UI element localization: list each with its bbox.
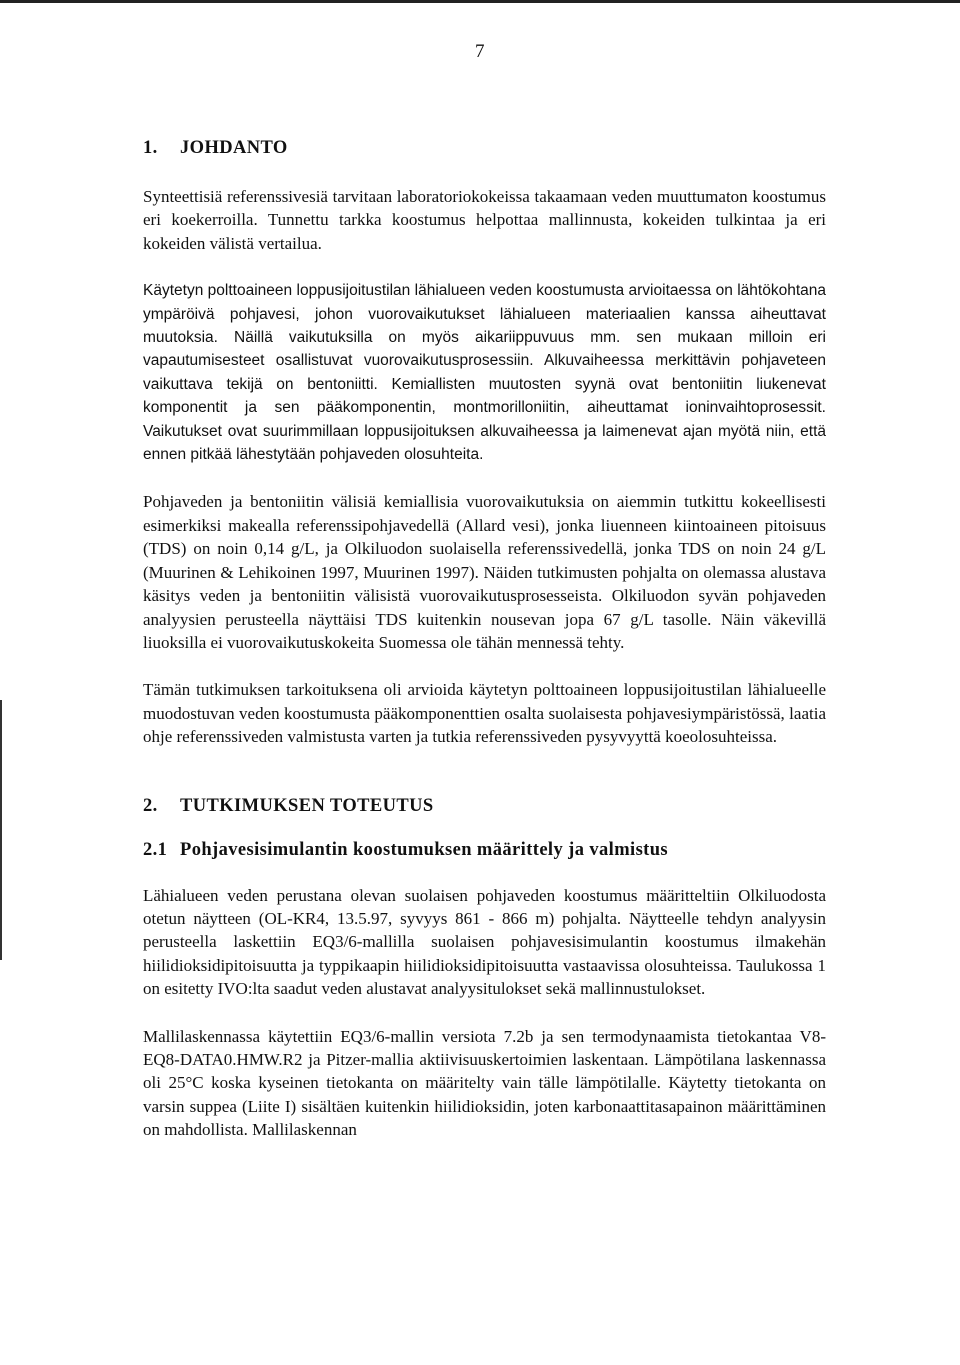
paragraph-near-field: Käytetyn polttoaineen loppusijoitustilan lähialueen veden koostumusta arvioitaessa on lähtökohtana ympäröivä pohjavesi, johon vuorovaikutukset lähialueen materiaalien kanssa aiheuttavat muutoksia. Näillä vaikutuksilla on myös aikariippuvuus mm. sen mukaan milloin eri vapautumisesteet osallistuvat vuorovaikutusprosessiin. Alkuvaiheessa merkittävin pohjaveteen vaikuttava tekijä on bentoniitti. Kemiallisten muutosten syynä ovat bentoniitin liukenevat komponentit ja sen pääkomponentin, montmorilloniitin, aiheuttamat ioninvaihtoprosessit. Vaikutukset ovat suurimmillaan loppusijoituksen alkuvaiheessa ja laimenevat ajan myötä niin, että ennen pitkää lähestytään pohjaveden olosuhteita. xyxy=(143,282,826,464)
section-title: JOHDANTO xyxy=(180,138,288,158)
section-heading-tutkimuksen-toteutus xyxy=(143,794,826,818)
section-heading-johdanto xyxy=(143,136,826,160)
subsection-title: Pohjavesisimulantin koostumuksen määrittely ja valmistus xyxy=(180,839,669,860)
paragraph-intro: Synteettisiä referenssivesiä tarvitaan laboratoriokokeissa takaamaan veden muuttumaton koostumus eri koekerroilla. Tunnettu tarkka koostumus helpottaa mallinnusta, kokeiden tulkintaa ja eri kokeiden välistä vertailua. xyxy=(143,187,826,253)
paragraph-previous-studies: Pohjaveden ja bentoniitin välisiä kemiallisia vuorovaikutuksia on aiemmin tutkittu kokeellisesti esimerkiksi makealla referenssipohjavedellä (Allard vesi), jonka liuenneen kiintoaineen pitoisuus (TDS) on noin 0,14 g/L, ja Olkiluodon suolaisella referenssivedellä, jonka TDS on noin 24 g/L (Muurinen & Lehikoinen 1997, Muurinen 1997). Näiden tutkimusten pohjalta on olemassa alustava käsitys veden ja bentoniitin välisistä vuorovaikutusprosesseista. Olkiluodon syvän pohjaveden analyysien perusteella näyttäisi TDS kuitenkin nousevan jopa 67 g/L tasolle. Näin väkevillä liuoksilla ei vuorovaikutuskokeita Suomessa ole tähän mennessä tehty. xyxy=(143,492,826,652)
page-number: 7 xyxy=(475,41,485,62)
subsection-number: 2.1 xyxy=(143,839,168,860)
document-body xyxy=(143,136,826,1142)
subsection-heading-2-1 xyxy=(143,838,826,862)
section-number: 2. xyxy=(143,795,158,816)
paragraph-aim: Tämän tutkimuksen tarkoituksena oli arvioida käytetyn polttoaineen loppusijoitustilan lähialueelle muodostuvan veden koostumusta pääkomponenttien osalta suolaisesta pohjavesiympäristössä, laatia ohje referenssiveden valmistusta varten ja tutkia referenssiveden pysyvyyttä koeolosuhteissa. xyxy=(143,680,826,747)
section-number: 1. xyxy=(143,138,158,158)
paragraph-modelling: Mallilaskennassa käytettiin EQ3/6-mallin versiota 7.2b ja sen termodynaamista tietokantaa V8-EQ8-DATA0.HMW.R2 ja Pitzer-mallia aktiivisuuskertoimien laskentaan. Lämpötilana laskennassa oli 25°C koska kyseinen tietokanta on määritelty vain tälle lämpötilalle. Käytetty tietokanta on varsin suppea (Liite I) sisältäen kuitenkin hiilidioksidin, joten karbonaattitasapainon määrittäminen on mahdollista. Mallilaskennan xyxy=(143,1026,826,1140)
paragraph-composition: Lähialueen veden perustana olevan suolaisen pohjaveden koostumus määritteltiin Olkiluodosta otetun näytteen (OL-KR4, 13.5.97, syvyys 861 - 866 m) pohjalta. Näytteelle tehdyn analyysin perusteella laskettiin EQ3/6-mallilla suolaisen pohjavesisimulantin koostumus ilmakehän hiilidioksidipitoisuutta ja typpikaapin hiilidioksidipitoisuutta vastaavissa olosuhteissa. Taulukossa 1 on esitetty IVO:lta saadut veden alustavat analyysitulokset sekä mallinnustulokset. xyxy=(143,885,826,999)
left-margin-line xyxy=(0,700,2,960)
section-title: TUTKIMUKSEN TOTEUTUS xyxy=(180,795,434,816)
top-border-line xyxy=(0,0,960,3)
